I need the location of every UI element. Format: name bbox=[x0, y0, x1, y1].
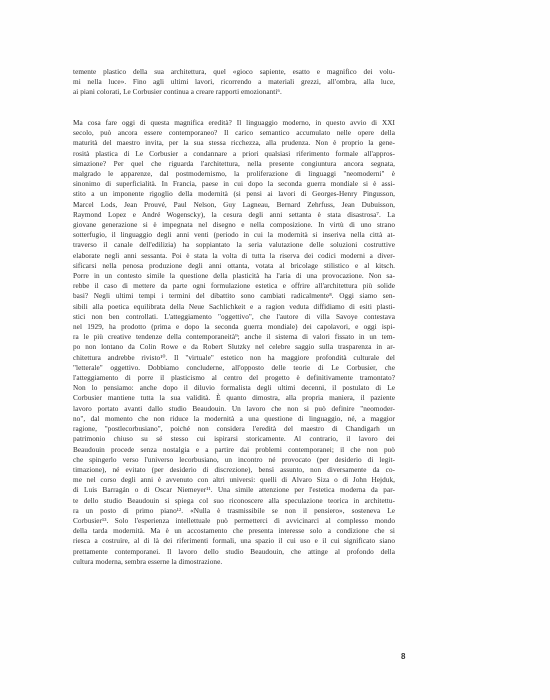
text-line: secolo, può ancora essere contemporaneo? Il carico semantico accumulato nelle opere della bbox=[73, 129, 395, 138]
text-line: me nel corso degli anni è avvenuto con altri universi: quelli di Alvaro Siza o di John Hejduk, bbox=[73, 476, 395, 485]
text-line: stici non ben controllati. L'atteggiamento "oggettivo", che l'autore di villa Savoye contestava bbox=[73, 312, 395, 321]
text-line: te dello studio Beaudouin si spiega col suo riconoscere alla speculazione teorica in architettu- bbox=[73, 496, 395, 505]
text-line: patrimonio chiuso su sé stesso cui ispirarsi storicamente. Al contrario, il lavoro dei bbox=[73, 435, 395, 444]
text-line: ragione, "postlecorbusiano", poiché non considera l'eredità del maestro di Chandigarh un bbox=[73, 425, 395, 434]
text-line: rebbe il caso di mettere da parte ogni formulazione estetica e offrire all'architettura più solide bbox=[73, 282, 395, 291]
text-line: basi? Negli ultimi tempi i termini del dibattito sono cambiati radicalmente⁸. Oggi siamo sen- bbox=[73, 292, 395, 301]
text-line: rosità plastica di Le Corbusier a condannare a priori qualsiasi riferimento formale all'appros- bbox=[73, 149, 395, 158]
text-line: traverso il canale dell'edilizia) ha soppiantato la seria valutazione delle soluzioni costruttive bbox=[73, 241, 395, 250]
text-line: Corbusier¹³. Solo l'esperienza intellettuale può permetterci di avvicinarci al complesso mondo bbox=[73, 516, 395, 525]
text-line: po non lontano da Colin Rowe e da Robert Slutzky nel celebre saggio sulla trasparenza in ar- bbox=[73, 343, 395, 352]
text-line: Porre in un contesto simile la questione della plasticità ha l'aria di una provocazione. Non sa- bbox=[73, 272, 395, 281]
text-line: nel 1929, ha prodotto (prima e dopo la seconda guerra mondiale) dei capolavori, e oggi ispi- bbox=[73, 323, 395, 332]
text-line: sotterfugio, il linguaggio degli anni venti (periodo in cui la modernità si inseriva nella città at- bbox=[73, 231, 395, 240]
intro-paragraph bbox=[73, 67, 395, 98]
text-line: lavoro portato avanti dallo studio Beaudouin. Un lavoro che non si può definire "neomoder- bbox=[73, 404, 395, 413]
text-line: mi nella luce». Fino agli ultimi lavori, ricorrendo a materiali grezzi, all'ombra, alla luce, bbox=[73, 78, 395, 87]
text-line: malgrado le apparenze, dal postmodernismo, la proliferazione di linguaggi "neomoderni" è bbox=[73, 170, 395, 179]
text-line: temente plastico della sua architettura, quel «gioco sapiente, esatto e magnifico dei volu- bbox=[73, 68, 395, 76]
text-line: simazione? Per quel che riguarda l'architettura, nella presente congiuntura ancora segnata, bbox=[73, 159, 395, 168]
text-line: che spingerlo verso l'universo lecorbusiano, un incontro né provocato (per desiderio di legit- bbox=[73, 455, 395, 464]
text-line: maturità del maestro invita, per la sua stessa ricchezza, alla prudenza. Non è proprio la gene- bbox=[73, 139, 395, 148]
text-line: di Luis Barragán o di Oscar Niemeyer¹¹. Una simile attenzione per l'estetica moderna da par- bbox=[73, 486, 395, 495]
text-line: stito a un imponente rigoglio della modernità (si pensi ai lavori di Georges-Henry Pingusson, bbox=[73, 190, 395, 199]
text-line: sinonimo di superficialità. In Francia, paese in cui dopo la seconda guerra mondiale si è assi- bbox=[73, 180, 395, 189]
text-line: sificarsi nella penosa produzione degli anni ottanta, votata al bricolage stilistico e al kitsch. bbox=[73, 261, 395, 270]
text-line: ai piani colorati, Le Corbusier continua a creare rapporti emozionanti⁶. bbox=[73, 88, 282, 97]
text-line: cultura moderna, sembra esserne la dimostrazione. bbox=[73, 557, 223, 566]
main-paragraph bbox=[73, 118, 395, 567]
text-line: l'atteggiamento di porre il plasticismo al centro del progetto è definitivamente tramontato? bbox=[73, 374, 395, 383]
text-line: Marcel Lods, Jean Prouvé, Paul Nelson, Guy Lagneau, Bernard Zehrfuss, Jean Dubuisson, bbox=[73, 200, 395, 209]
text-line: ra le più creative tendenze della contemporaneità⁹; anche il sistema di valori fissato in un tem- bbox=[73, 333, 395, 342]
text-line: prettamente contemporanei. Il lavoro dello studio Beaudouin, che attinge al profondo della bbox=[73, 547, 395, 556]
text-line: riesca a costruire, al di là dei riferimenti formali, una spazio il cui uso e il cui significato siano bbox=[73, 537, 395, 546]
text-line: chitettura andrebbe rivisto¹⁰. Il "virtuale" estetico non ha maggiore profondità culturale del bbox=[73, 353, 395, 362]
text-line: Corbusier mantiene tutta la sua validità. È quanto dimostra, alla propria maniera, il paziente bbox=[73, 394, 395, 403]
text-line: no", dal momento che non riduce la modernità a una questione di linguaggio, né, a maggior bbox=[73, 414, 395, 423]
text-line: ra un posto di primo piano¹². «Nulla è trasmissibile se non il pensiero», sosteneva Le bbox=[73, 506, 395, 515]
text-line: "letterale" oggettivo. Dobbiamo concluderne, all'opposto delle teorie di Le Corbusier, che bbox=[73, 363, 395, 372]
text-line: della tarda modernità. Ma è un accostamento che presenta interesse solo a condizione che si bbox=[73, 527, 395, 536]
text-line: Beaudouin procede senza nostalgia e a partire dai problemi contemporanei; il che non può bbox=[73, 445, 395, 454]
text-line: timazione), né evitato (per desiderio di discrezione), bensì assunto, non diversamente da co- bbox=[73, 465, 395, 474]
text-line: Non lo pensiamo: anche dopo il diluvio formalista degli ultimi decenni, il postulato di Le bbox=[73, 384, 395, 393]
text-line: giovane generazione si è impegnata nel disegno e nella composizione. In virtù di uno strano bbox=[73, 221, 395, 230]
text-line: Raymond Lopez e André Wogenscky), la cesura degli anni settanta è stata disastrosa⁷. La bbox=[73, 210, 395, 219]
text-line: sibili alla poetica equilibrata della Neue Sachlichkeit e a ragion veduta diffidiamo di esiti plasti- bbox=[73, 302, 395, 311]
text-line: Ma cosa fare oggi di questa magnifica eredità? Il linguaggio moderno, in questo avvio di XXI bbox=[73, 119, 395, 127]
page-number: 8 bbox=[401, 652, 406, 661]
text-line: elaborate negli anni sessanta. Poi è stata la volta di tutta la riserva dei codici moderni a diver- bbox=[73, 251, 395, 260]
